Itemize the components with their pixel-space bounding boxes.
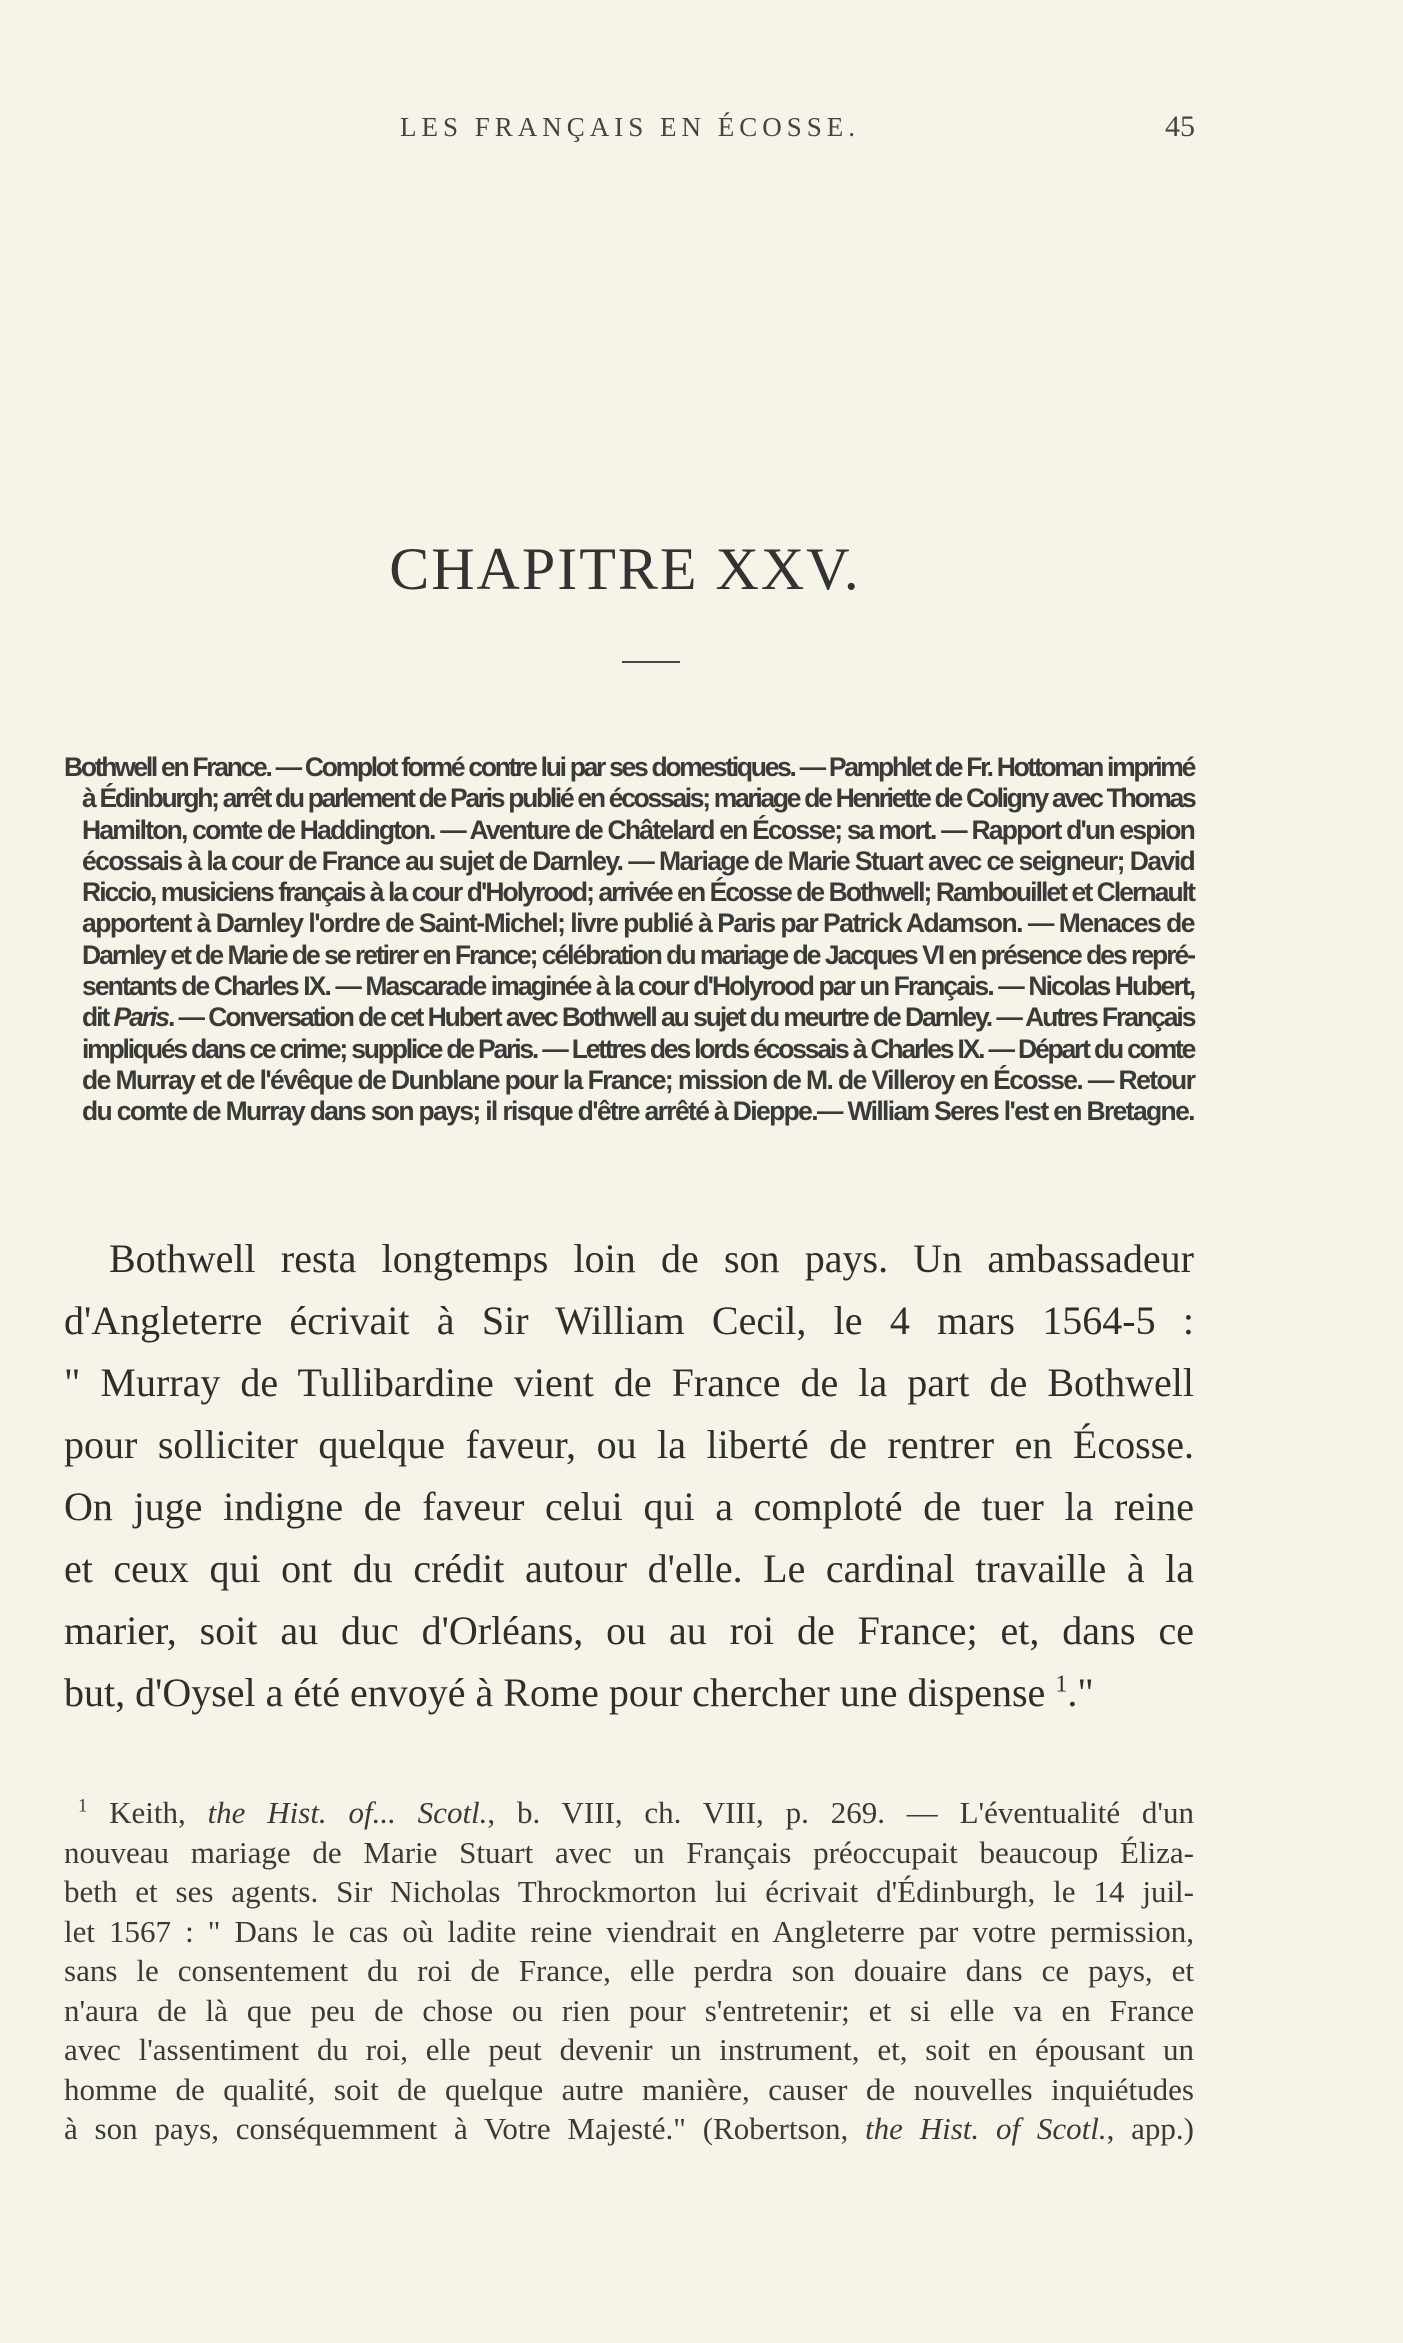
text-segment: sentants de Charles IX. — Mascarade imaginée à la cour d'Holyrood par un Français. — Nicolas Hubert,: [82, 971, 1195, 1002]
chapter-divider: [622, 661, 680, 663]
text-segment: homme de qualité, soit de quelque autre manière, causer de nouvelles inquiétudes: [64, 2071, 1194, 2107]
italic-text: the Hist. of Scotl.: [865, 2111, 1107, 2146]
text-segment: n'aura de là que peu de chose ou rien pour s'entretenir; et si elle va en France: [64, 1992, 1194, 2028]
summary-line: [64, 1034, 1194, 1065]
text-segment: but, d'Oysel a été envoyé à Rome pour chercher une dispense: [64, 1670, 1056, 1715]
text-segment: " Murray de Tullibardine vient de France de la part de Bothwell: [64, 1360, 1194, 1405]
body-line: [64, 1476, 1194, 1538]
summary-line: [64, 783, 1194, 814]
body-line: [64, 1662, 1194, 1724]
body-line: [64, 1352, 1194, 1414]
footnote-line: [64, 2070, 1194, 2110]
footnote-line: [64, 1833, 1194, 1873]
text-segment: Bothwell resta longtemps loin de son pays. Un ambassadeur: [109, 1236, 1194, 1281]
page-number: 45: [1165, 110, 1195, 143]
text-segment: let 1567 : " Dans le cas où ladite reine viendrait en Angleterre par votre permission,: [64, 1913, 1194, 1949]
body-line: [64, 1290, 1194, 1352]
text-segment: nouveau mariage de Marie Stuart avec un Français préoccupait beaucoup Éliza-: [64, 1834, 1194, 1870]
text-segment: avec l'assentiment du roi, elle peut devenir un instrument, et, soit en épousant un: [64, 2032, 1194, 2067]
footnote-marker: 1: [78, 1795, 88, 1817]
text-segment: pour solliciter quelque faveur, ou la liberté de rentrer en Écosse.: [64, 1422, 1194, 1467]
text-segment: Bothwell en France. — Complot formé contre lui par ses domestiques. — Pamphlet de Fr. Hottoman imprimé: [64, 752, 1194, 782]
footnote-line: [64, 2030, 1194, 2070]
chapter-title: CHAPITRE XXV.: [389, 536, 861, 602]
text-segment: d'Angleterre écrivait à Sir William Cecil, le 4 mars 1564-5 :: [64, 1298, 1194, 1343]
footnote-line: [64, 1991, 1194, 2031]
text-segment: sans le consentement du roi de France, elle perdra son douaire dans ce pays, et: [64, 1953, 1194, 1988]
footnote-line: [64, 1951, 1194, 1991]
text-segment: de Murray et de l'évêque de Dunblane pour la France; mission de M. de Villeroy en Écosse. — Retour: [82, 1064, 1195, 1095]
summary-line: [64, 940, 1194, 971]
text-segment: .": [1067, 1670, 1094, 1715]
summary-line: [64, 752, 1194, 783]
summary-line: [64, 908, 1194, 939]
text-segment: Keith,: [87, 1795, 208, 1830]
text-segment: et ceux qui ont du crédit autour d'elle. Le cardinal travaille à la: [64, 1546, 1194, 1591]
summary-line: [64, 1096, 1194, 1127]
text-segment: , b. VIII, ch. VIII, p. 269. — L'éventualité d'un: [487, 1795, 1194, 1830]
text-segment: du comte de Murray dans son pays; il risque d'être arrêté à Dieppe.— William Seres l'est en Bretagne.: [82, 1096, 1194, 1127]
footnote: [64, 1793, 1194, 2149]
text-segment: marier, soit au duc d'Orléans, ou au roi de France; et, dans ce: [64, 1608, 1194, 1653]
footnote-line: [64, 2109, 1194, 2149]
footnote-marker: 1: [1055, 1671, 1068, 1698]
text-segment: apportent à Darnley l'ordre de Saint-Michel; livre publié à Paris par Patrick Adamson. — Menaces de: [82, 908, 1195, 939]
footnote-line: [64, 1793, 1194, 1833]
text-segment: . — Conversation de cet Hubert avec Bothwell au sujet du meurtre de Darnley. — Autres Français: [167, 1002, 1195, 1033]
body-text: [64, 1228, 1194, 1724]
body-line: [64, 1600, 1194, 1662]
body-line: [64, 1228, 1194, 1290]
summary-line: [64, 877, 1194, 908]
footnote-line: [64, 1912, 1194, 1952]
summary-line: [64, 1065, 1194, 1096]
footnote-line: [64, 1872, 1194, 1912]
text-segment: écossais à la cour de France au sujet de Darnley. — Mariage de Marie Stuart avec ce seigneur; David: [82, 845, 1195, 876]
summary-line: [64, 846, 1194, 877]
text-segment: impliqués dans ce crime; supplice de Paris. — Lettres des lords écossais à Charles IX. — Départ du comte: [82, 1033, 1195, 1064]
summary-line: [64, 1002, 1194, 1033]
body-line: [64, 1414, 1194, 1476]
text-segment: Hamilton, comte de Haddington. — Aventure de Châtelard en Écosse; sa mort. — Rapport d'un espion: [82, 814, 1194, 845]
text-segment: à son pays, conséquemment à Votre Majesté." (Robertson,: [64, 2111, 866, 2146]
summary-line: [64, 971, 1194, 1002]
italic-text: Paris: [113, 1002, 168, 1033]
chapter-summary: [64, 752, 1194, 1128]
summary-line: [64, 815, 1194, 846]
running-head: LES FRANÇAIS EN ÉCOSSE.: [399, 112, 861, 142]
text-segment: On juge indigne de faveur celui qui a comploté de tuer la reine: [64, 1484, 1194, 1529]
text-segment: Darnley et de Marie de se retirer en France; célébration du mariage de Jacques VI en présence des repré-: [82, 939, 1194, 970]
text-segment: dit: [82, 1002, 114, 1033]
body-line: [64, 1538, 1194, 1600]
text-segment: beth et ses agents. Sir Nicholas Throckmorton lui écrivait d'Édinburgh, le 14 juil-: [64, 1874, 1194, 1909]
text-segment: Riccio, musiciens français à la cour d'Holyrood; arrivée en Écosse de Bothwell; Rambouillet et Clernault: [82, 877, 1195, 908]
text-segment: , app.): [1106, 2111, 1194, 2146]
italic-text: the Hist. of... Scotl.: [207, 1795, 488, 1830]
text-segment: à Édinburgh; arrêt du parlement de Paris publié en écossais; mariage de Henriette de Coligny avec Thomas: [82, 783, 1195, 814]
